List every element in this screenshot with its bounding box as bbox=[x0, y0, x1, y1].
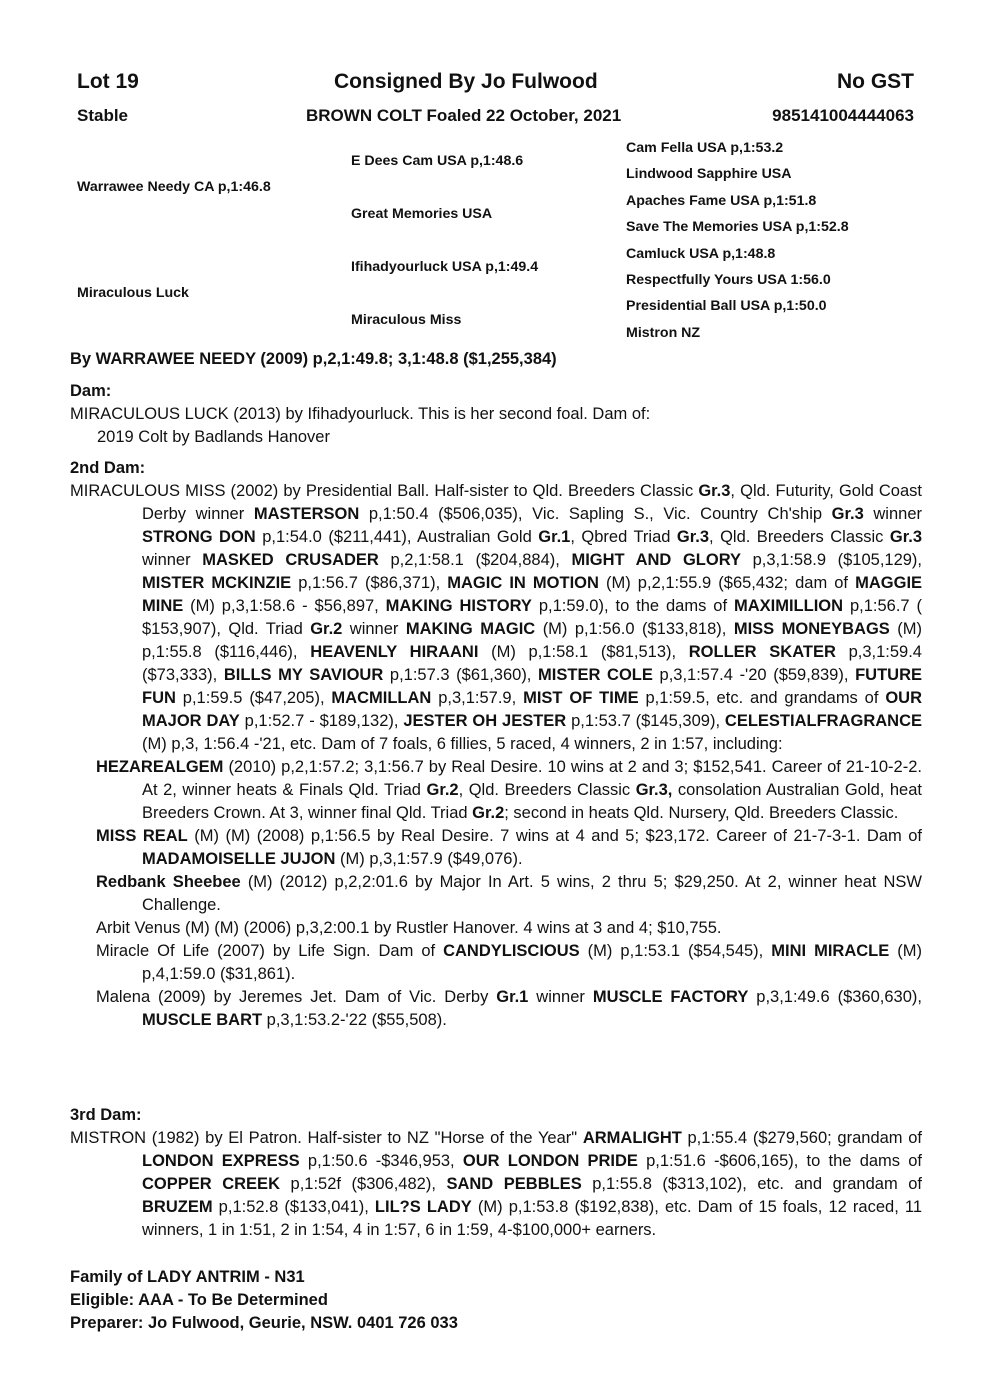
second-dam-text bbox=[70, 480, 922, 756]
consignor: Consigned By Jo Fulwood bbox=[334, 70, 598, 93]
horse-name-bold: Gr.2 bbox=[310, 620, 343, 638]
horse-name-bold: MISTER MCKINZIE bbox=[142, 574, 292, 592]
text-run: p,1:59.5 ($47,205), bbox=[175, 689, 332, 707]
text-run: p,1:55.8 ($313,102), etc. and grandam of bbox=[581, 1175, 922, 1193]
pedigree-g5: Camluck USA p,1:48.8 bbox=[626, 246, 776, 262]
text-run: p,1:50.4 ($506,035), Vic. Sapling S., Vic. Country Ch'ship bbox=[359, 505, 832, 523]
eligibility-line: Eligible: AAA - To Be Determined bbox=[70, 1291, 328, 1309]
text-run: p,1:56.7 ($86,371), bbox=[291, 574, 448, 592]
lot-number: Lot 19 bbox=[77, 70, 139, 93]
text-run: p,1:51.6 -$606,165), to the dams of bbox=[637, 1152, 923, 1170]
horse-name-bold: Gr.2 bbox=[426, 781, 459, 799]
pedigree-sire-sire: E Dees Cam USA p,1:48.6 bbox=[351, 153, 524, 169]
horse-name-bold: MASTERSON bbox=[253, 505, 360, 523]
horse-name-bold: BRUZEM bbox=[142, 1198, 213, 1216]
text-run: p,3,1:59.4 ($73,333), bbox=[142, 643, 922, 684]
horse-name-bold: MADAMOISELLE JUJON bbox=[142, 850, 336, 868]
horse-name-bold: JESTER OH JESTER bbox=[403, 712, 567, 730]
horse-name-bold: MIST OF TIME bbox=[523, 689, 639, 707]
stable-label: Stable bbox=[77, 106, 129, 125]
horse-name-bold: MINI MIRACLE bbox=[771, 942, 890, 960]
text-run: p,3,1:57.9, bbox=[431, 689, 524, 707]
text-run: (M) p,1:55.8 ($116,446), bbox=[142, 620, 923, 661]
text-run: , Qld. Breeders Classic bbox=[458, 781, 636, 799]
progeny-entry bbox=[70, 871, 922, 917]
horse-name-bold: MACMILLAN bbox=[331, 689, 432, 707]
text-run: (M) p,1:53.1 ($54,545), bbox=[579, 942, 772, 960]
pedigree-g3: Apaches Fame USA p,1:51.8 bbox=[626, 193, 817, 209]
horse-name-bold: MUSCLE BART bbox=[142, 1011, 263, 1029]
progeny-list bbox=[70, 756, 922, 1032]
horse-name-bold: MAKING MAGIC bbox=[405, 620, 536, 638]
text-run: (M) (M) (2008) p,1:56.5 by Real Desire. 7 wins at 4 and 5; $23,172. Career of 21-7-3-1. Dam of bbox=[187, 827, 922, 845]
text-run: ; second in heats Qld. Nursery, Qld. Breeders Classic. bbox=[504, 804, 899, 822]
text-run: p,1:52.8 ($133,041), bbox=[212, 1198, 375, 1216]
pedigree-g2: Lindwood Sapphire USA bbox=[626, 166, 792, 182]
pedigree-g4: Save The Memories USA p,1:52.8 bbox=[626, 219, 849, 235]
text-run: p,3,1:57.4 -'20 ($59,839), bbox=[652, 666, 856, 684]
horse-name-bold: MISTER COLE bbox=[538, 666, 653, 684]
second-dam-heading: 2nd Dam: bbox=[70, 459, 146, 477]
pedigree-sire-dam: Great Memories USA bbox=[351, 206, 493, 222]
text-run: MISTRON (1982) by El Patron. Half-sister to NZ "Horse of the Year" bbox=[70, 1129, 583, 1147]
text-run: , Qld. Breeders Classic bbox=[709, 528, 890, 546]
horse-name-bold: Gr.1 bbox=[538, 528, 571, 546]
progeny-entry bbox=[70, 940, 922, 986]
text-run: p,1:54.0 ($211,441), Australian Gold bbox=[255, 528, 539, 546]
text-run: consolation Australian Gold, heat Breeders Crown. At 3, winner final Qld. Triad bbox=[142, 781, 922, 822]
text-run: Miracle Of Life (2007) by Life Sign. Dam of bbox=[96, 942, 444, 960]
horse-name-bold: ROLLER SKATER bbox=[688, 643, 836, 661]
text-run: p,1:57.3 ($61,360), bbox=[383, 666, 539, 684]
text-run: Malena (2009) by Jeremes Jet. Dam of Vic. Derby bbox=[96, 988, 497, 1006]
text-run: winner bbox=[528, 988, 593, 1006]
progeny-entry bbox=[70, 756, 922, 825]
horse-name-bold: MAGIC IN MOTION bbox=[447, 574, 599, 592]
horse-name-bold: STRONG DON bbox=[142, 528, 256, 546]
pedigree-g1: Cam Fella USA p,1:53.2 bbox=[626, 140, 784, 156]
pedigree-g7: Presidential Ball USA p,1:50.0 bbox=[626, 298, 827, 314]
text-run: p,1:59.0), to the dams of bbox=[531, 597, 734, 615]
horse-name-bold: CELESTIALFRAGRANCE bbox=[724, 712, 922, 730]
horse-name-bold: ARMALIGHT bbox=[582, 1129, 682, 1147]
text-run: winner bbox=[863, 505, 922, 523]
pedigree-dam-sire: Ifihadyourluck USA p,1:49.4 bbox=[351, 259, 539, 275]
horse-name-bold: CANDYLISCIOUS bbox=[443, 942, 580, 960]
text-run: winner bbox=[142, 551, 203, 569]
horse-description: BROWN COLT Foaled 22 October, 2021 bbox=[306, 106, 622, 125]
dam-foal: 2019 Colt by Badlands Hanover bbox=[97, 428, 330, 446]
text-run: (M) p,1:53.8 ($192,838), etc. Dam of 15 foals, 12 raced, 11 winners, 1 in 1:51, 2 in 1:54, 4 in 1:57, 6 in 1:59, 4-$100,000+ earners. bbox=[142, 1198, 923, 1239]
horse-name-bold: LIL?S LADY bbox=[374, 1198, 472, 1216]
pedigree-dam-dam: Miraculous Miss bbox=[351, 312, 462, 328]
gst-status: No GST bbox=[837, 70, 914, 93]
text-run: p,1:56.7 ( $153,907), Qld. Triad bbox=[142, 597, 922, 638]
text-run: p,3,1:49.6 ($360,630), bbox=[748, 988, 922, 1006]
pedigree-g8: Mistron NZ bbox=[626, 325, 701, 341]
horse-name-bold: Gr.3, bbox=[635, 781, 673, 799]
third-dam-section bbox=[70, 1104, 922, 1242]
text-run: p,1:59.5, etc. and grandams of bbox=[638, 689, 886, 707]
horse-name-bold: Gr.3 bbox=[889, 528, 922, 546]
horse-name-bold: LONDON EXPRESS bbox=[142, 1152, 300, 1170]
horse-name-bold: Gr.3 bbox=[698, 482, 731, 500]
horse-name-bold: SAND PEBBLES bbox=[446, 1175, 582, 1193]
text-run: (M) p,1:58.1 ($81,513), bbox=[478, 643, 689, 661]
text-run: p,3,1:58.9 ($105,129), bbox=[741, 551, 923, 569]
horse-name-bold: HEZAREALGEM bbox=[96, 758, 224, 776]
horse-name-bold: MAXIMILLION bbox=[733, 597, 844, 615]
sire-line: By WARRAWEE NEEDY (2009) p,2,1:49.8; 3,1:48.8 ($1,255,384) bbox=[70, 350, 557, 368]
text-run: , Qbred Triad bbox=[570, 528, 677, 546]
horse-name-bold: MUSCLE FACTORY bbox=[592, 988, 749, 1006]
text-run: p,2,1:58.1 ($204,884), bbox=[378, 551, 572, 569]
horse-name-bold: Gr.3 bbox=[676, 528, 710, 546]
horse-name-bold: MAGGIE MINE bbox=[142, 574, 923, 615]
third-dam-heading: 3rd Dam: bbox=[70, 1106, 142, 1124]
horse-name-bold: BILLS MY SAVIOUR bbox=[223, 666, 384, 684]
horse-name-bold: MAKING HISTORY bbox=[385, 597, 532, 615]
horse-name-bold: FUTURE FUN bbox=[142, 666, 922, 707]
horse-name-bold: Gr.1 bbox=[496, 988, 529, 1006]
dam-heading: Dam: bbox=[70, 382, 112, 400]
text-run: winner bbox=[342, 620, 406, 638]
preparer-line: Preparer: Jo Fulwood, Geurie, NSW. 0401 726 033 bbox=[70, 1314, 458, 1332]
progeny-entry bbox=[70, 986, 922, 1032]
horse-name-bold: OUR MAJOR DAY bbox=[142, 689, 922, 730]
horse-name-bold: HEAVENLY HIRAANI bbox=[310, 643, 479, 661]
horse-name-bold: Gr.2 bbox=[472, 804, 505, 822]
text-run: p,1:52.7 - $189,132), bbox=[239, 712, 404, 730]
horse-name-bold: Redbank Sheebee bbox=[96, 873, 241, 891]
horse-name-bold: OUR LONDON PRIDE bbox=[462, 1152, 638, 1170]
dam-text: MIRACULOUS LUCK (2013) by Ifihadyourluck. This is her second foal. Dam of: bbox=[70, 405, 651, 423]
text-run: p,1:50.6 -$346,953, bbox=[299, 1152, 463, 1170]
text-run: p,3,1:53.2-'22 ($55,508). bbox=[262, 1011, 447, 1029]
text-run: (M) p,3, 1:56.4 -'21, etc. Dam of 7 foals, 6 fillies, 5 raced, 4 winners, 2 in 1:57, including: bbox=[142, 735, 783, 753]
text-run: p,1:55.4 ($279,560; grandam of bbox=[681, 1129, 922, 1147]
text-run: MIRACULOUS MISS (2002) by Presidential Ball. Half-sister to Qld. Breeders Classic bbox=[70, 482, 699, 500]
text-run: (M) p,2,1:55.9 ($65,432; dam of bbox=[598, 574, 856, 592]
horse-name-bold: MISS REAL bbox=[96, 827, 188, 845]
text-run: Arbit Venus (M) (M) (2006) p,3,2:00.1 by Rustler Hanover. 4 wins at 3 and 4; $10,755. bbox=[96, 919, 722, 937]
dam-section bbox=[70, 380, 922, 449]
second-dam-section bbox=[70, 457, 922, 1032]
horse-name-bold: COPPER CREEK bbox=[142, 1175, 280, 1193]
text-run: p,1:52f ($306,482), bbox=[279, 1175, 447, 1193]
family-line: Family of LADY ANTRIM - N31 bbox=[70, 1268, 305, 1286]
pedigree-sire: Warrawee Needy CA p,1:46.8 bbox=[77, 179, 271, 195]
progeny-entry bbox=[70, 825, 922, 871]
text-run: p,1:53.7 ($145,309), bbox=[566, 712, 725, 730]
third-dam-text bbox=[70, 1127, 922, 1242]
pedigree-dam: Miraculous Luck bbox=[77, 285, 189, 301]
horse-name-bold: MISS MONEYBAGS bbox=[733, 620, 890, 638]
text-run: (2010) p,2,1:57.2; 3,1:56.7 by Real Desire. 10 wins at 2 and 3; $152,541. Career of 21-10-2-2. At 2, winner heats & Finals Qld. Triad bbox=[142, 758, 922, 799]
pedigree-g6: Respectfully Yours USA 1:56.0 bbox=[626, 272, 831, 288]
text-run: (M) p,3,1:57.9 ($49,076). bbox=[335, 850, 523, 868]
horse-name-bold: MIGHT AND GLORY bbox=[571, 551, 742, 569]
text-run: (M) p,1:56.0 ($133,818), bbox=[535, 620, 734, 638]
text-run: , Qld. Futurity, Gold Coast Derby winner bbox=[142, 482, 922, 523]
text-run: (M) p,3,1:58.6 - $56,897, bbox=[183, 597, 386, 615]
microchip-number: 985141004444063 bbox=[772, 106, 914, 125]
progeny-entry bbox=[70, 917, 922, 940]
horse-name-bold: Gr.3 bbox=[831, 505, 864, 523]
text-run: (M) p,4,1:59.0 ($31,861). bbox=[142, 942, 922, 983]
text-run: (M) (2012) p,2,2:01.6 by Major In Art. 5 wins, 2 thru 5; $29,250. At 2, winner heat NSW Challenge. bbox=[142, 873, 922, 914]
horse-name-bold: MASKED CRUSADER bbox=[202, 551, 379, 569]
